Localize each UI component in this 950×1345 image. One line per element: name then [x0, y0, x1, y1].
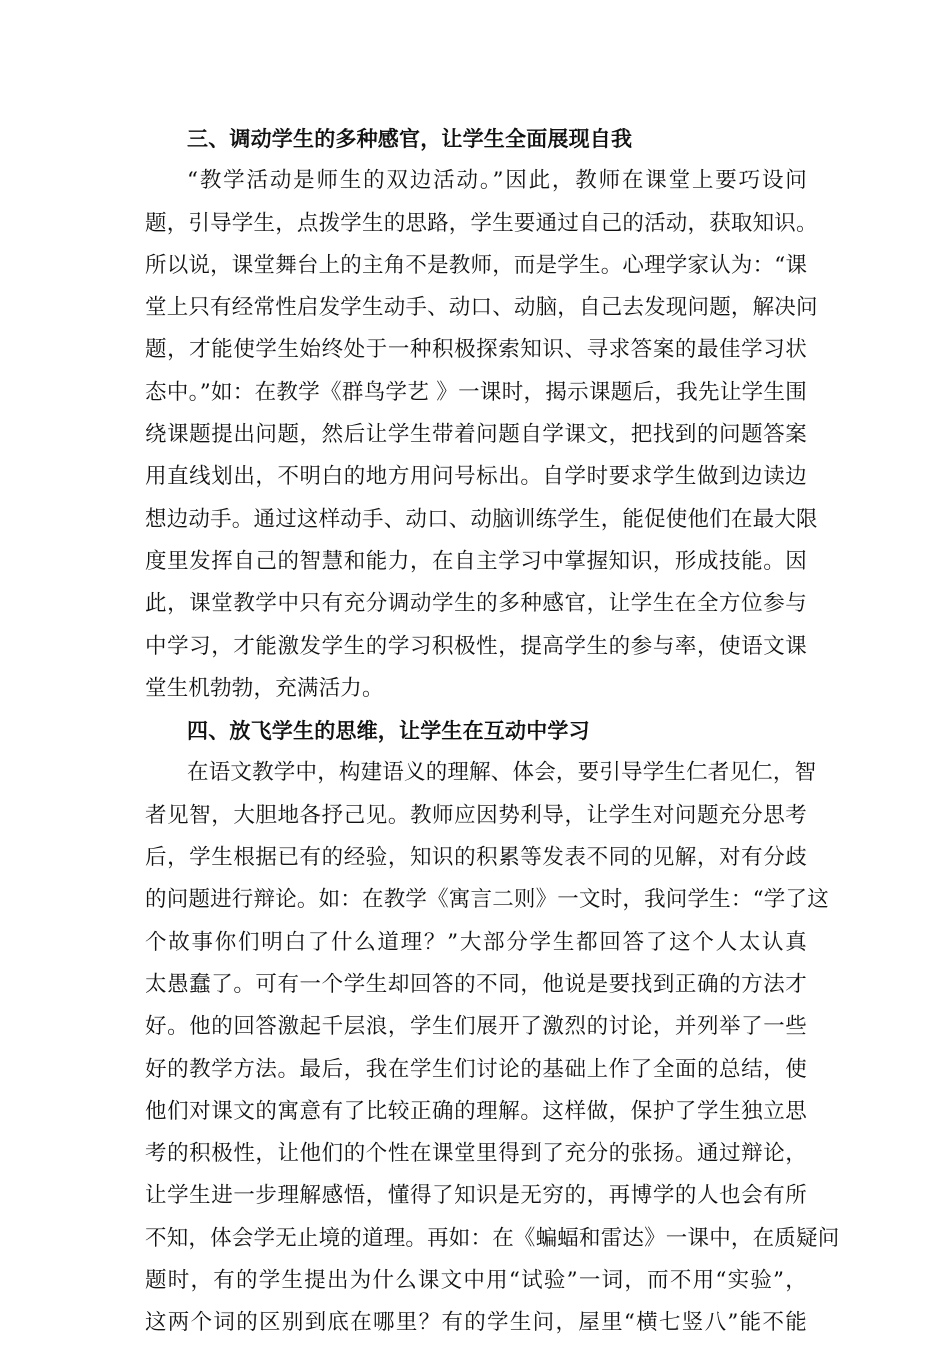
paragraph-line: 者见智，大胆地各抒己见。教师应因势利导，让学生对问题充分思考 [145, 802, 807, 828]
paragraph-line: 度里发挥自己的智慧和能力，在自主学习中掌握知识，形成技能。因 [145, 548, 807, 574]
paragraph-line: 想边动手。通过这样动手、动口、动脑训练学生，能促使他们在最大限 [145, 506, 818, 532]
paragraph-line: 好的教学方法。最后，我在学生们讨论的基础上作了全面的总结，使 [145, 1056, 807, 1082]
paragraph-line: 用直线划出，不明白的地方用问号标出。自学时要求学生做到边读边 [145, 464, 807, 490]
paragraph-line: 在语文教学中，构建语义的理解、体会，要引导学生仁者见仁，智 [187, 760, 817, 786]
document-page [145, 118, 840, 1345]
paragraph-line: 堂生机勃勃，充满活力。 [145, 675, 384, 701]
paragraph-line: 后，学生根据已有的经验，知识的积累等发表不同的见解，对有分歧 [145, 845, 807, 871]
paragraph-line: “教学活动是师生的双边活动。”因此，教师在课堂上要巧设问 [187, 168, 807, 194]
paragraph-line: 的问题进行辩论。如：在教学《寓言二则》一文时，我问学生：“学了这 [145, 887, 829, 913]
paragraph-line: 让学生进一步理解感悟，懂得了知识是无穷的，再博学的人也会有所 [145, 1183, 807, 1209]
section-heading-3: 三、调动学生的多种感官，让学生全面展现自我 [187, 127, 633, 151]
paragraph-line: 题，引导学生，点拨学生的思路，学生要通过自己的活动，获取知识。 [145, 210, 818, 236]
paragraph-line: 题时，有的学生提出为什么课文中用“试验”一词，而不用“实验”， [145, 1268, 807, 1294]
paragraph-line: 不知，体会学无止境的道理。再如：在《蝙蝠和雷达》一课中，在质疑问 [145, 1225, 840, 1251]
paragraph-line: 这两个词的区别到底在哪里？有的学生问，屋里“横七竖八”能不能 [145, 1310, 807, 1336]
section-heading-4: 四、放飞学生的思维，让学生在互动中学习 [187, 719, 590, 744]
paragraph-line: 所以说，课堂舞台上的主角不是教师，而是学生。心理学家认为：“课 [145, 252, 808, 278]
paragraph-line: 个故事你们明白了什么道理？”大部分学生都回答了这个人太认真 [145, 929, 807, 955]
paragraph-line: 太愚蠢了。可有一个学生却回答的不同，他说是要找到正确的方法才 [145, 971, 807, 997]
paragraph-line: 中学习，才能激发学生的学习积极性，提高学生的参与率，使语文课 [145, 633, 807, 659]
paragraph-line: 考的积极性，让他们的个性在课堂里得到了充分的张扬。通过辩论， [145, 1141, 807, 1167]
paragraph-line: 好。他的回答激起千层浪，学生们展开了激烈的讨论，并列举了一些 [145, 1014, 807, 1040]
paragraph-line: 此，课堂教学中只有充分调动学生的多种感官，让学生在全方位参与 [145, 591, 807, 617]
paragraph-line: 绕课题提出问题，然后让学生带着问题自学课文，把找到的问题答案 [145, 422, 807, 448]
paragraph-line: 他们对课文的寓意有了比较正确的理解。这样做，保护了学生独立思 [145, 1098, 807, 1124]
paragraph-line: 态中。”如：在教学《群鸟学艺 》一课时，揭示课题后，我先让学生围 [145, 379, 807, 405]
paragraph-line: 题，才能使学生始终处于一种积极探索知识、寻求答案的最佳学习状 [145, 337, 807, 363]
paragraph-line: 堂上只有经常性启发学生动手、动口、动脑，自己去发现问题，解决问 [145, 295, 818, 321]
